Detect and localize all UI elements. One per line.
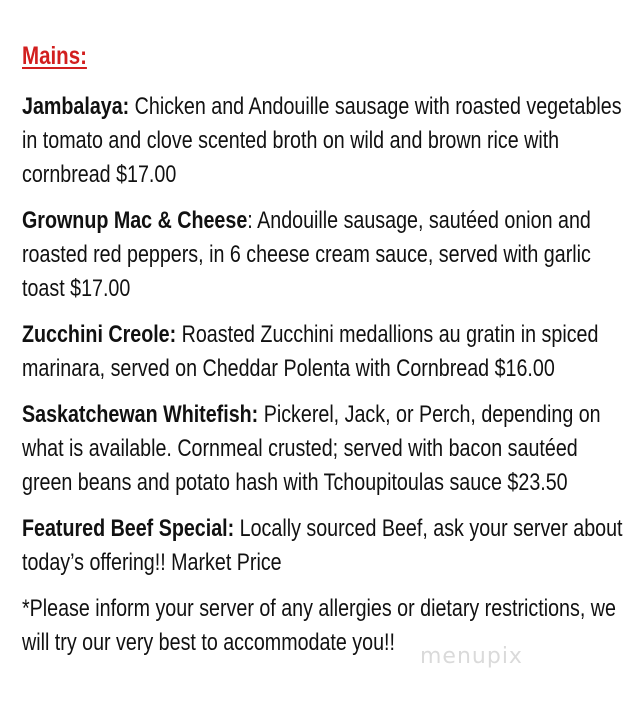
menu-item	[22, 512, 625, 580]
menu-item-description: Locally sourced Beef, ask your server about today’s offering!! Market Price	[22, 515, 623, 576]
menu-item-description: Chicken and Andouille sausage with roasted vegetables in tomato and clove scented broth on wild and brown rice with cornbread $17.00	[22, 93, 622, 188]
menu-item	[22, 90, 625, 192]
menu-item	[22, 318, 625, 386]
menu-item-description: Roasted Zucchini medallions au gratin in spiced marinara, served on Cheddar Polenta with Cornbread $16.00	[22, 321, 599, 382]
menu-item-description: : Andouille sausage, sautéed onion and roasted red peppers, in 6 cheese cream sauce, served with garlic toast $17.00	[22, 207, 591, 302]
menu-item-name: Featured Beef Special:	[22, 515, 235, 542]
menu-item-name: Zucchini Creole:	[22, 321, 177, 348]
menu-item-name: Saskatchewan Whitefish:	[22, 401, 259, 428]
menu-item	[22, 204, 625, 306]
menu-item-description: Pickerel, Jack, or Perch, depending on what is available. Cornmeal crusted; served with bacon sautéed green beans and potato hash with Tchoupitoulas sauce $23.50	[22, 401, 601, 496]
menu-item	[22, 398, 625, 500]
menu-item-name: Jambalaya:	[22, 93, 130, 120]
watermark: menupix	[420, 644, 523, 669]
section-title-mains: Mains:	[22, 42, 87, 70]
menu-section	[22, 40, 625, 660]
menu-item-name: Grownup Mac & Cheese	[22, 207, 248, 234]
allergy-note: *Please inform your server of any allergies or dietary restrictions, we will try our very best to accommodate you!!	[22, 595, 616, 656]
